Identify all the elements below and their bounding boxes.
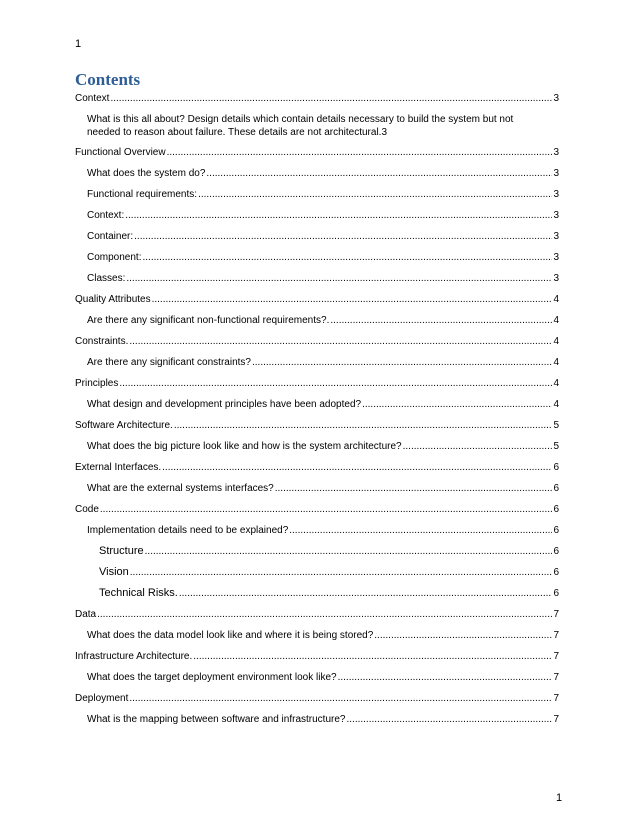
toc-leader-dots — [119, 377, 552, 390]
toc-page-number: 3 — [553, 168, 559, 179]
toc-entry-label: Are there any significant constraints? — [87, 357, 251, 368]
toc-entry-label: Software Architecture. — [75, 420, 173, 431]
toc-page-number: 3 — [553, 252, 559, 263]
toc-page-number: 6 — [553, 546, 559, 557]
toc-entry-label: Functional requirements: — [87, 189, 198, 200]
toc-entry-label: Functional Overview — [75, 147, 166, 158]
toc-entry[interactable] — [75, 461, 559, 474]
toc-page-number: 6 — [553, 588, 559, 599]
toc-leader-dots — [152, 293, 553, 306]
toc-leader-dots — [110, 92, 552, 105]
toc-leader-dots — [145, 545, 553, 558]
toc-leader-dots — [206, 167, 552, 180]
toc-page-number: 6 — [553, 504, 559, 515]
toc-entry[interactable] — [75, 377, 559, 390]
toc-leader-dots — [338, 671, 553, 684]
toc-entry-label: Container: — [87, 231, 134, 242]
toc-page-number: 4 — [553, 294, 559, 305]
toc-leader-dots — [346, 713, 552, 726]
toc-entry[interactable] — [75, 671, 559, 684]
toc-entry-label: Structure — [99, 545, 144, 557]
toc-entry-label: What is the mapping between software and infrastructure? — [87, 714, 346, 725]
toc-entry[interactable] — [75, 209, 559, 222]
toc-leader-dots — [275, 482, 553, 495]
toc-leader-dots — [330, 314, 552, 327]
toc-leader-dots — [167, 146, 553, 159]
toc-entry[interactable] — [75, 272, 559, 285]
toc-entry-label: What are the external systems interfaces? — [87, 483, 274, 494]
toc-page-number: 3 — [553, 231, 559, 242]
toc-leader-dots — [129, 692, 552, 705]
toc-entry-label: Vision — [99, 566, 129, 578]
toc-page-number: 7 — [553, 609, 559, 620]
toc-leader-dots — [129, 335, 552, 348]
toc-entry[interactable] — [75, 566, 559, 579]
toc-entry[interactable] — [75, 167, 559, 180]
toc-leader-dots — [97, 608, 552, 621]
toc-entry-label: Classes: — [87, 273, 126, 284]
toc-page-number: 6 — [553, 525, 559, 536]
toc-leader-dots — [252, 356, 552, 369]
toc-page-number: 6 — [553, 483, 559, 494]
toc-page-number: 3 — [553, 147, 559, 158]
footer-page-number: 1 — [556, 792, 563, 804]
toc-entry-label: What does the system do? — [87, 168, 206, 179]
toc-page-number: 3 — [381, 127, 388, 138]
toc-entry[interactable] — [75, 650, 559, 663]
toc-entry-label: Infrastructure Architecture. — [75, 651, 193, 662]
toc-page-number: 7 — [553, 651, 559, 662]
toc-entry[interactable] — [75, 482, 559, 495]
toc-entry[interactable] — [75, 419, 559, 432]
toc-leader-dots — [100, 503, 553, 516]
toc-page-number: 4 — [553, 315, 559, 326]
toc-entry-label: What design and development principles have been adopted? — [87, 399, 362, 410]
toc-entry-label: Context — [75, 93, 110, 104]
toc-entry[interactable] — [75, 440, 559, 453]
toc-page-number: 4 — [553, 399, 559, 410]
toc-leader-dots — [362, 398, 552, 411]
toc-entry-label: Technical Risks. — [99, 587, 178, 599]
toc-page-number: 6 — [553, 462, 559, 473]
toc-entry[interactable] — [75, 230, 559, 243]
toc-entry[interactable] — [75, 398, 559, 411]
toc-entry-label: Constraints. — [75, 336, 129, 347]
toc-entry-label-line1: What is this all about? Design details which contain details necessary to build the system but not — [87, 114, 514, 125]
toc-entry[interactable] — [75, 545, 559, 558]
toc-entry[interactable] — [75, 92, 559, 105]
toc-entry[interactable] — [75, 587, 559, 600]
toc-entry-label: Component: — [87, 252, 142, 263]
toc-leader-dots — [179, 587, 553, 600]
toc-leader-dots — [403, 440, 553, 453]
toc-entry[interactable] — [75, 629, 559, 642]
toc-leader-dots — [130, 566, 553, 579]
toc-entry-label: Implementation details need to be explained? — [87, 525, 289, 536]
toc-entry-label: needed to reason about failure. These details are not architectural. — [87, 127, 382, 138]
toc-page-number: 3 — [553, 93, 559, 104]
header-page-number: 1 — [75, 38, 82, 50]
toc-leader-dots — [126, 272, 552, 285]
toc-entry-label: Principles — [75, 378, 119, 389]
toc-page-number: 5 — [553, 441, 559, 452]
toc-entry-label: Quality Attributes — [75, 294, 151, 305]
toc-entry[interactable] — [75, 146, 559, 159]
toc-entry-label: Data — [75, 609, 97, 620]
toc-entry-label: Code — [75, 504, 99, 515]
toc-entry-label: What does the big picture look like and how is the system architecture? — [87, 441, 402, 452]
toc-entry[interactable] — [75, 524, 559, 537]
toc-leader-dots — [193, 650, 552, 663]
toc-entry-label: Context: — [87, 210, 125, 221]
toc-entry[interactable] — [75, 713, 559, 726]
toc-entry[interactable] — [75, 356, 559, 369]
toc-leader-dots — [142, 251, 552, 264]
toc-entry[interactable] — [75, 314, 559, 327]
toc-entry[interactable] — [75, 503, 559, 516]
toc-entry-label: What does the data model look like and where it is being stored? — [87, 630, 374, 641]
toc-entry[interactable] — [75, 335, 559, 348]
toc-entry[interactable] — [75, 251, 559, 264]
table-of-contents — [75, 92, 559, 734]
toc-leader-dots — [374, 629, 552, 642]
toc-page-number: 7 — [553, 693, 559, 704]
toc-leader-dots — [134, 230, 552, 243]
toc-leader-dots — [125, 209, 552, 222]
toc-page-number: 3 — [553, 189, 559, 200]
toc-entry[interactable] — [75, 608, 559, 621]
toc-page-number: 7 — [553, 630, 559, 641]
toc-page-number: 4 — [553, 357, 559, 368]
toc-entry-label: External Interfaces. — [75, 462, 162, 473]
toc-entry-label: Are there any significant non-functional requirements?. — [87, 315, 330, 326]
toc-entry[interactable] — [75, 188, 559, 201]
toc-page-number: 4 — [553, 378, 559, 389]
toc-entry[interactable] — [75, 113, 559, 139]
toc-leader-dots — [162, 461, 552, 474]
toc-entry[interactable] — [75, 692, 559, 705]
toc-entry-label: Deployment — [75, 693, 129, 704]
toc-leader-dots — [289, 524, 552, 537]
toc-page-number: 5 — [553, 420, 559, 431]
toc-page-number: 7 — [553, 714, 559, 725]
toc-leader-dots — [198, 188, 552, 201]
toc-page-number: 7 — [553, 672, 559, 683]
toc-page-number: 3 — [553, 273, 559, 284]
toc-page-number: 3 — [553, 210, 559, 221]
toc-page-number: 6 — [553, 567, 559, 578]
toc-page-number: 4 — [553, 336, 559, 347]
toc-leader-dots — [174, 419, 553, 432]
toc-entry[interactable] — [75, 293, 559, 306]
toc-entry-label: What does the target deployment environment look like? — [87, 672, 337, 683]
toc-title: Contents — [75, 70, 141, 89]
